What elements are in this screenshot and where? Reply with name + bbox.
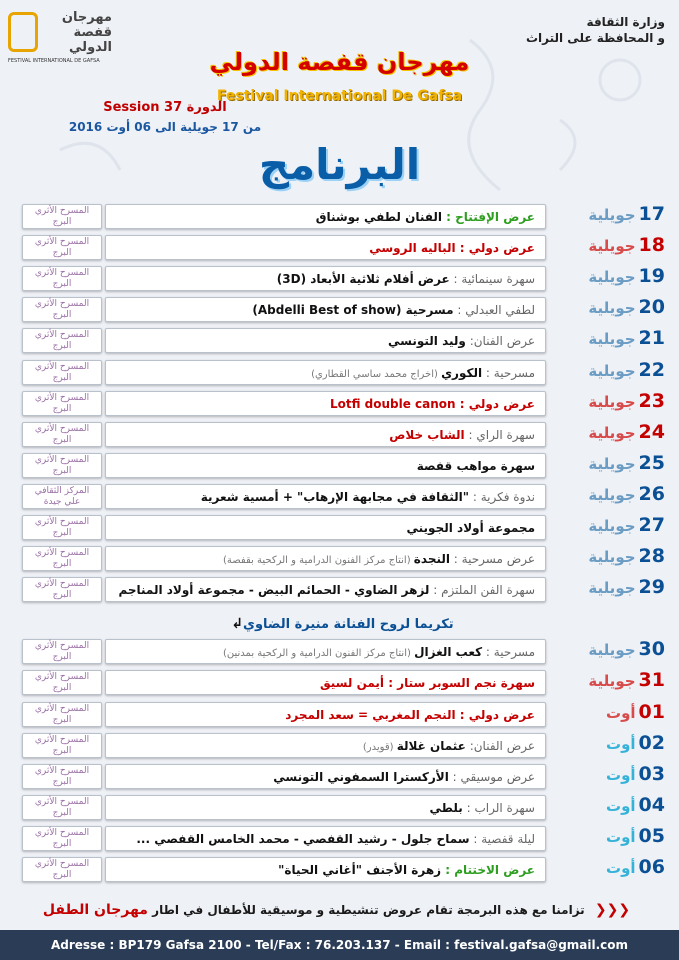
schedule-row [0, 265, 679, 294]
row-event [105, 733, 546, 758]
row-venue [22, 546, 102, 571]
event-prefix: ندوة فكرية : [469, 489, 535, 504]
row-day-number: 29 [638, 576, 665, 599]
row-day-number: 02 [638, 731, 665, 754]
row-month: جويلية [588, 206, 636, 224]
ministry-line-1: وزارة الثقافة [586, 15, 665, 29]
row-date [545, 514, 665, 543]
venue-line-2: البرج [52, 403, 72, 414]
row-month: أوت [606, 765, 636, 784]
venue-line-2: البرج [52, 434, 72, 445]
venue-line-2: البرج [52, 807, 72, 818]
row-date [545, 421, 665, 450]
row-date [545, 825, 665, 854]
row-event [105, 577, 546, 602]
event-prefix: ليلة قفصية : [469, 831, 535, 846]
schedule-row [0, 359, 679, 388]
venue-line-1: المسرح الأثري [34, 299, 90, 310]
venue-line-1: المسرح الأثري [34, 330, 90, 341]
row-day-number: 25 [638, 451, 665, 474]
festival-title-ar: مهرجان قفصة الدولي [209, 48, 470, 76]
row-venue [22, 422, 102, 447]
venue-line-2: البرج [52, 465, 72, 476]
venue-line-1: المسرح الأثري [34, 268, 90, 279]
event-title: سهرة مواهب قفصة [416, 458, 535, 473]
row-venue [22, 670, 102, 695]
row-day-number: 27 [638, 514, 665, 536]
venue-line-2: البرج [52, 310, 72, 321]
event-prefix: سهرة نجم السوبر ستار : [384, 676, 535, 691]
event-note: (انتاج مركز الفنون الدرامية و الركحية بمدنين) [222, 648, 415, 660]
ministry-line-2: و المحافظة على التراث [525, 31, 665, 45]
row-day-number: 31 [638, 669, 665, 692]
venue-line-2: البرج [52, 776, 72, 787]
venue-line-1: المسرح الأثري [34, 734, 90, 745]
event-title: سماح جلول - رشيد القفصي - محمد الخامس القفصي ... [136, 831, 470, 846]
session-label: Session 37 الدورة [103, 100, 227, 115]
venue-line-2: البرج [52, 745, 72, 756]
event-prefix: سهرة الفن الملتزم : [429, 583, 535, 598]
row-date [545, 638, 665, 667]
venue-line-1: المسرح الأثري [34, 765, 90, 776]
event-title: الباليه الروسي [369, 241, 456, 256]
row-day-number: 23 [638, 389, 665, 412]
row-month: جويلية [588, 517, 636, 535]
venue-line-2: البرج [52, 870, 72, 880]
logo-line: قفصة [73, 25, 112, 40]
banner-text: تزامنا مع هذه البرمجة تقام عروض تنشيطية و موسيقية للأطفال في اطار [152, 903, 585, 917]
row-date [545, 359, 665, 388]
row-date [545, 576, 665, 605]
schedule-row [0, 638, 679, 667]
event-prefix: مسرحية : [482, 365, 535, 380]
row-venue [22, 484, 102, 509]
schedule-row [0, 576, 679, 605]
schedule-row [0, 856, 679, 885]
row-month: أوت [606, 827, 636, 846]
row-venue [22, 795, 102, 820]
row-date [545, 545, 665, 574]
schedule-row [0, 327, 679, 356]
venue-line-2: علي جيدة [43, 496, 81, 507]
event-prefix: عرض مسرحية : [449, 552, 535, 567]
venue-line-2: البرج [52, 652, 72, 663]
row-month: جويلية [588, 579, 636, 598]
schedule-row [0, 545, 679, 574]
venue-line-1: المسرح الأثري [34, 641, 90, 652]
event-title: أيمن لسيق [319, 676, 385, 691]
row-venue [22, 577, 102, 602]
row-event [105, 297, 546, 322]
logo-emblem-icon [8, 12, 38, 52]
row-venue [22, 266, 102, 291]
row-month: جويلية [588, 485, 636, 504]
event-title: لزهر الضاوي - الحمائم البيض - مجموعة أولاد المناجم [118, 583, 430, 598]
row-venue [22, 297, 102, 322]
row-venue [22, 515, 102, 540]
row-day-number: 18 [638, 234, 665, 257]
row-event [105, 266, 546, 291]
event-title: الأركسترا السمفوني التونسي [273, 769, 449, 784]
row-date [545, 856, 665, 885]
venue-line-1: المسرح الأثري [34, 548, 90, 559]
event-title: النجدة [413, 552, 450, 567]
row-date [545, 794, 665, 823]
row-date [545, 327, 665, 356]
schedule-row [0, 483, 679, 512]
schedule-row [0, 701, 679, 730]
row-date [545, 763, 665, 792]
venue-line-2: البرج [52, 714, 72, 725]
row-event [105, 795, 546, 820]
row-event [105, 422, 546, 447]
row-venue [22, 453, 102, 478]
schedule-row [0, 234, 679, 263]
row-day-number: 19 [638, 265, 665, 288]
row-day-number: 21 [638, 327, 665, 350]
venue-line-1: المسرح الأثري [34, 672, 90, 683]
row-date [545, 390, 665, 419]
row-date [545, 669, 665, 698]
row-date [545, 452, 665, 481]
event-title: وليد التونسي [388, 334, 466, 349]
event-prefix: عرض دولي : [455, 396, 535, 411]
event-prefix: سهرة الراي : [464, 427, 535, 442]
chevron-left-icon: ❮❮❮ [594, 902, 631, 918]
event-prefix: عرض الإفتتاح : [442, 210, 535, 224]
row-month: جويلية [588, 361, 636, 380]
row-event [105, 235, 546, 260]
event-prefix: عرض الفنان: [465, 334, 535, 349]
event-title: مسرحية (Abdelli Best of show) [252, 303, 454, 318]
venue-line-2: البرج [52, 372, 72, 383]
venue-line-2: البرج [52, 341, 72, 352]
venue-line-1: المسرح الأثري [34, 392, 90, 403]
row-day-number: 06 [638, 856, 665, 878]
row-day-number: 30 [638, 638, 665, 661]
tribute-note [0, 616, 679, 632]
row-day-number: 28 [638, 545, 665, 568]
venue-line-2: البرج [52, 248, 72, 259]
row-day-number: 03 [638, 762, 665, 785]
venue-line-2: البرج [52, 683, 72, 694]
row-date [545, 265, 665, 294]
row-month: جويلية [588, 392, 636, 411]
row-venue [22, 826, 102, 851]
event-prefix: سهرة الراب : [462, 800, 535, 815]
schedule-row [0, 732, 679, 761]
row-venue [22, 639, 102, 664]
row-day-number: 26 [638, 482, 665, 505]
event-note: (انتاج مركز الفنون الدرامية و الركحية بقفصة) [222, 555, 414, 567]
venue-line-1: المسرح الأثري [34, 859, 90, 869]
event-prefix: عرض الاختتام : [441, 863, 535, 877]
schedule-row [0, 421, 679, 450]
row-date [545, 296, 665, 325]
event-title: زهرة الأجنف "أغاني الحياة" [278, 863, 442, 877]
row-date [545, 732, 665, 761]
row-venue [22, 857, 102, 882]
event-title: الكوري [441, 365, 483, 380]
row-day-number: 01 [638, 700, 665, 723]
event-title: "الثقافة في مجابهة الإرهاب" + أمسية شعرية [200, 489, 470, 504]
row-day-number: 17 [638, 203, 665, 225]
row-month: جويلية [588, 641, 636, 660]
row-month: جويلية [588, 299, 636, 318]
schedule-row [0, 794, 679, 823]
venue-line-1: المسرح الأثري [34, 579, 90, 590]
event-prefix: سهرة سينمائية : [449, 272, 535, 287]
event-prefix: عرض موسيقي : [448, 769, 535, 784]
venue-line-1: المسرح الأثري [34, 237, 90, 248]
row-day-number: 24 [638, 420, 665, 443]
row-date [545, 701, 665, 730]
schedule-row [0, 390, 679, 419]
row-month: جويلية [588, 330, 636, 349]
row-event [105, 515, 546, 540]
program-title: البرنامج [258, 140, 421, 189]
row-event [105, 826, 546, 851]
row-venue [22, 328, 102, 353]
schedule-row [0, 514, 679, 543]
row-month: جويلية [588, 548, 636, 567]
children-festival-banner [0, 897, 679, 923]
event-prefix: لطفي العبدلي : [453, 303, 535, 318]
row-event [105, 204, 546, 229]
event-title: كعب الغزال [414, 645, 483, 660]
row-month: جويلية [588, 423, 636, 442]
row-event [105, 328, 546, 353]
event-prefix: مسرحية : [482, 645, 535, 660]
row-month: جويلية [588, 237, 636, 256]
schedule-row [0, 452, 679, 481]
tribute-text: تكريما لروح الفنانة منيرة الضاوي [243, 617, 454, 632]
event-title: النجم المغربي = سعد المجرد [285, 707, 456, 722]
row-event [105, 546, 546, 571]
venue-line-1: المركز الثقافي [34, 485, 90, 496]
row-day-number: 20 [638, 296, 665, 319]
venue-line-1: المسرح الأثري [34, 423, 90, 434]
event-prefix: عرض دولي : [455, 707, 535, 722]
event-title: Lotfi double canon [329, 396, 456, 411]
row-day-number: 04 [638, 793, 665, 816]
logo-line: مهرجان [61, 10, 112, 25]
row-venue [22, 235, 102, 260]
venue-line-2: البرج [52, 217, 72, 227]
row-event [105, 391, 546, 416]
row-event [105, 484, 546, 509]
event-title: الفنان لطفي بوشناق [315, 210, 442, 224]
venue-line-1: المسرح الأثري [34, 796, 90, 807]
row-month: أوت [606, 859, 636, 877]
row-date [545, 203, 665, 232]
schedule-row [0, 296, 679, 325]
row-venue [22, 764, 102, 789]
festival-dates: من 17 جويلية الى 06 أوت 2016 [68, 120, 262, 134]
venue-line-1: المسرح الأثري [34, 827, 90, 838]
logo-caption: FESTIVAL INTERNATIONAL DE GAFSA [8, 58, 100, 64]
venue-line-2: البرج [52, 838, 72, 849]
row-event [105, 764, 546, 789]
event-note: (قويدر) [362, 741, 397, 753]
row-date [545, 483, 665, 512]
event-prefix: عرض دولي : [455, 241, 535, 256]
row-event [105, 360, 546, 385]
row-day-number: 22 [638, 358, 665, 381]
row-month: جويلية [588, 454, 636, 473]
event-note: (اخراج محمد ساسي القطاري) [311, 368, 442, 380]
logo-line: الدولي [69, 40, 112, 55]
venue-line-1: المسرح الأثري [34, 454, 90, 465]
ministry-label [526, 14, 665, 46]
footer-contact: Adresse : BP179 Gafsa 2100 - Tel/Fax : 76.203.137 - Email : festival.gafsa@gmail.com [0, 930, 679, 960]
row-event [105, 670, 546, 695]
row-event [105, 857, 546, 882]
row-event [105, 639, 546, 664]
row-venue [22, 733, 102, 758]
schedule-row [0, 825, 679, 854]
schedule-row [0, 669, 679, 698]
row-month: أوت [606, 734, 636, 753]
banner-highlight: مهرجان الطفل [42, 902, 148, 918]
festival-title-fr: Festival International De Gafsa [216, 88, 463, 104]
row-date [545, 234, 665, 263]
row-venue [22, 702, 102, 727]
venue-line-2: البرج [52, 279, 72, 290]
row-event [105, 702, 546, 727]
venue-line-1: المسرح الأثري [34, 206, 90, 216]
event-title: عرض أفلام ثلاثية الأبعاد (3D) [276, 272, 450, 287]
row-month: أوت [606, 796, 636, 815]
venue-line-2: البرج [52, 528, 72, 538]
return-arrow-icon: ↲ [231, 616, 244, 632]
row-month: جويلية [588, 268, 636, 287]
event-title: بلطي [429, 800, 463, 815]
row-month: أوت [606, 703, 636, 722]
event-title: عثمان غلالة [396, 738, 466, 753]
venue-line-1: المسرح الأثري [34, 517, 90, 527]
schedule-row [0, 763, 679, 792]
event-prefix: عرض الفنان: [465, 738, 535, 753]
venue-line-1: المسرح الأثري [34, 703, 90, 714]
event-title: الشاب خلاص [389, 427, 465, 442]
event-title: مجموعة أولاد الجويني [406, 521, 535, 535]
row-event [105, 453, 546, 478]
row-day-number: 05 [638, 824, 665, 847]
row-month: جويلية [588, 672, 636, 691]
row-venue [22, 391, 102, 416]
row-venue [22, 360, 102, 385]
venue-line-2: البرج [52, 559, 72, 570]
schedule-row [0, 203, 679, 232]
venue-line-1: المسرح الأثري [34, 361, 90, 372]
row-venue [22, 204, 102, 229]
venue-line-2: البرج [52, 590, 72, 601]
